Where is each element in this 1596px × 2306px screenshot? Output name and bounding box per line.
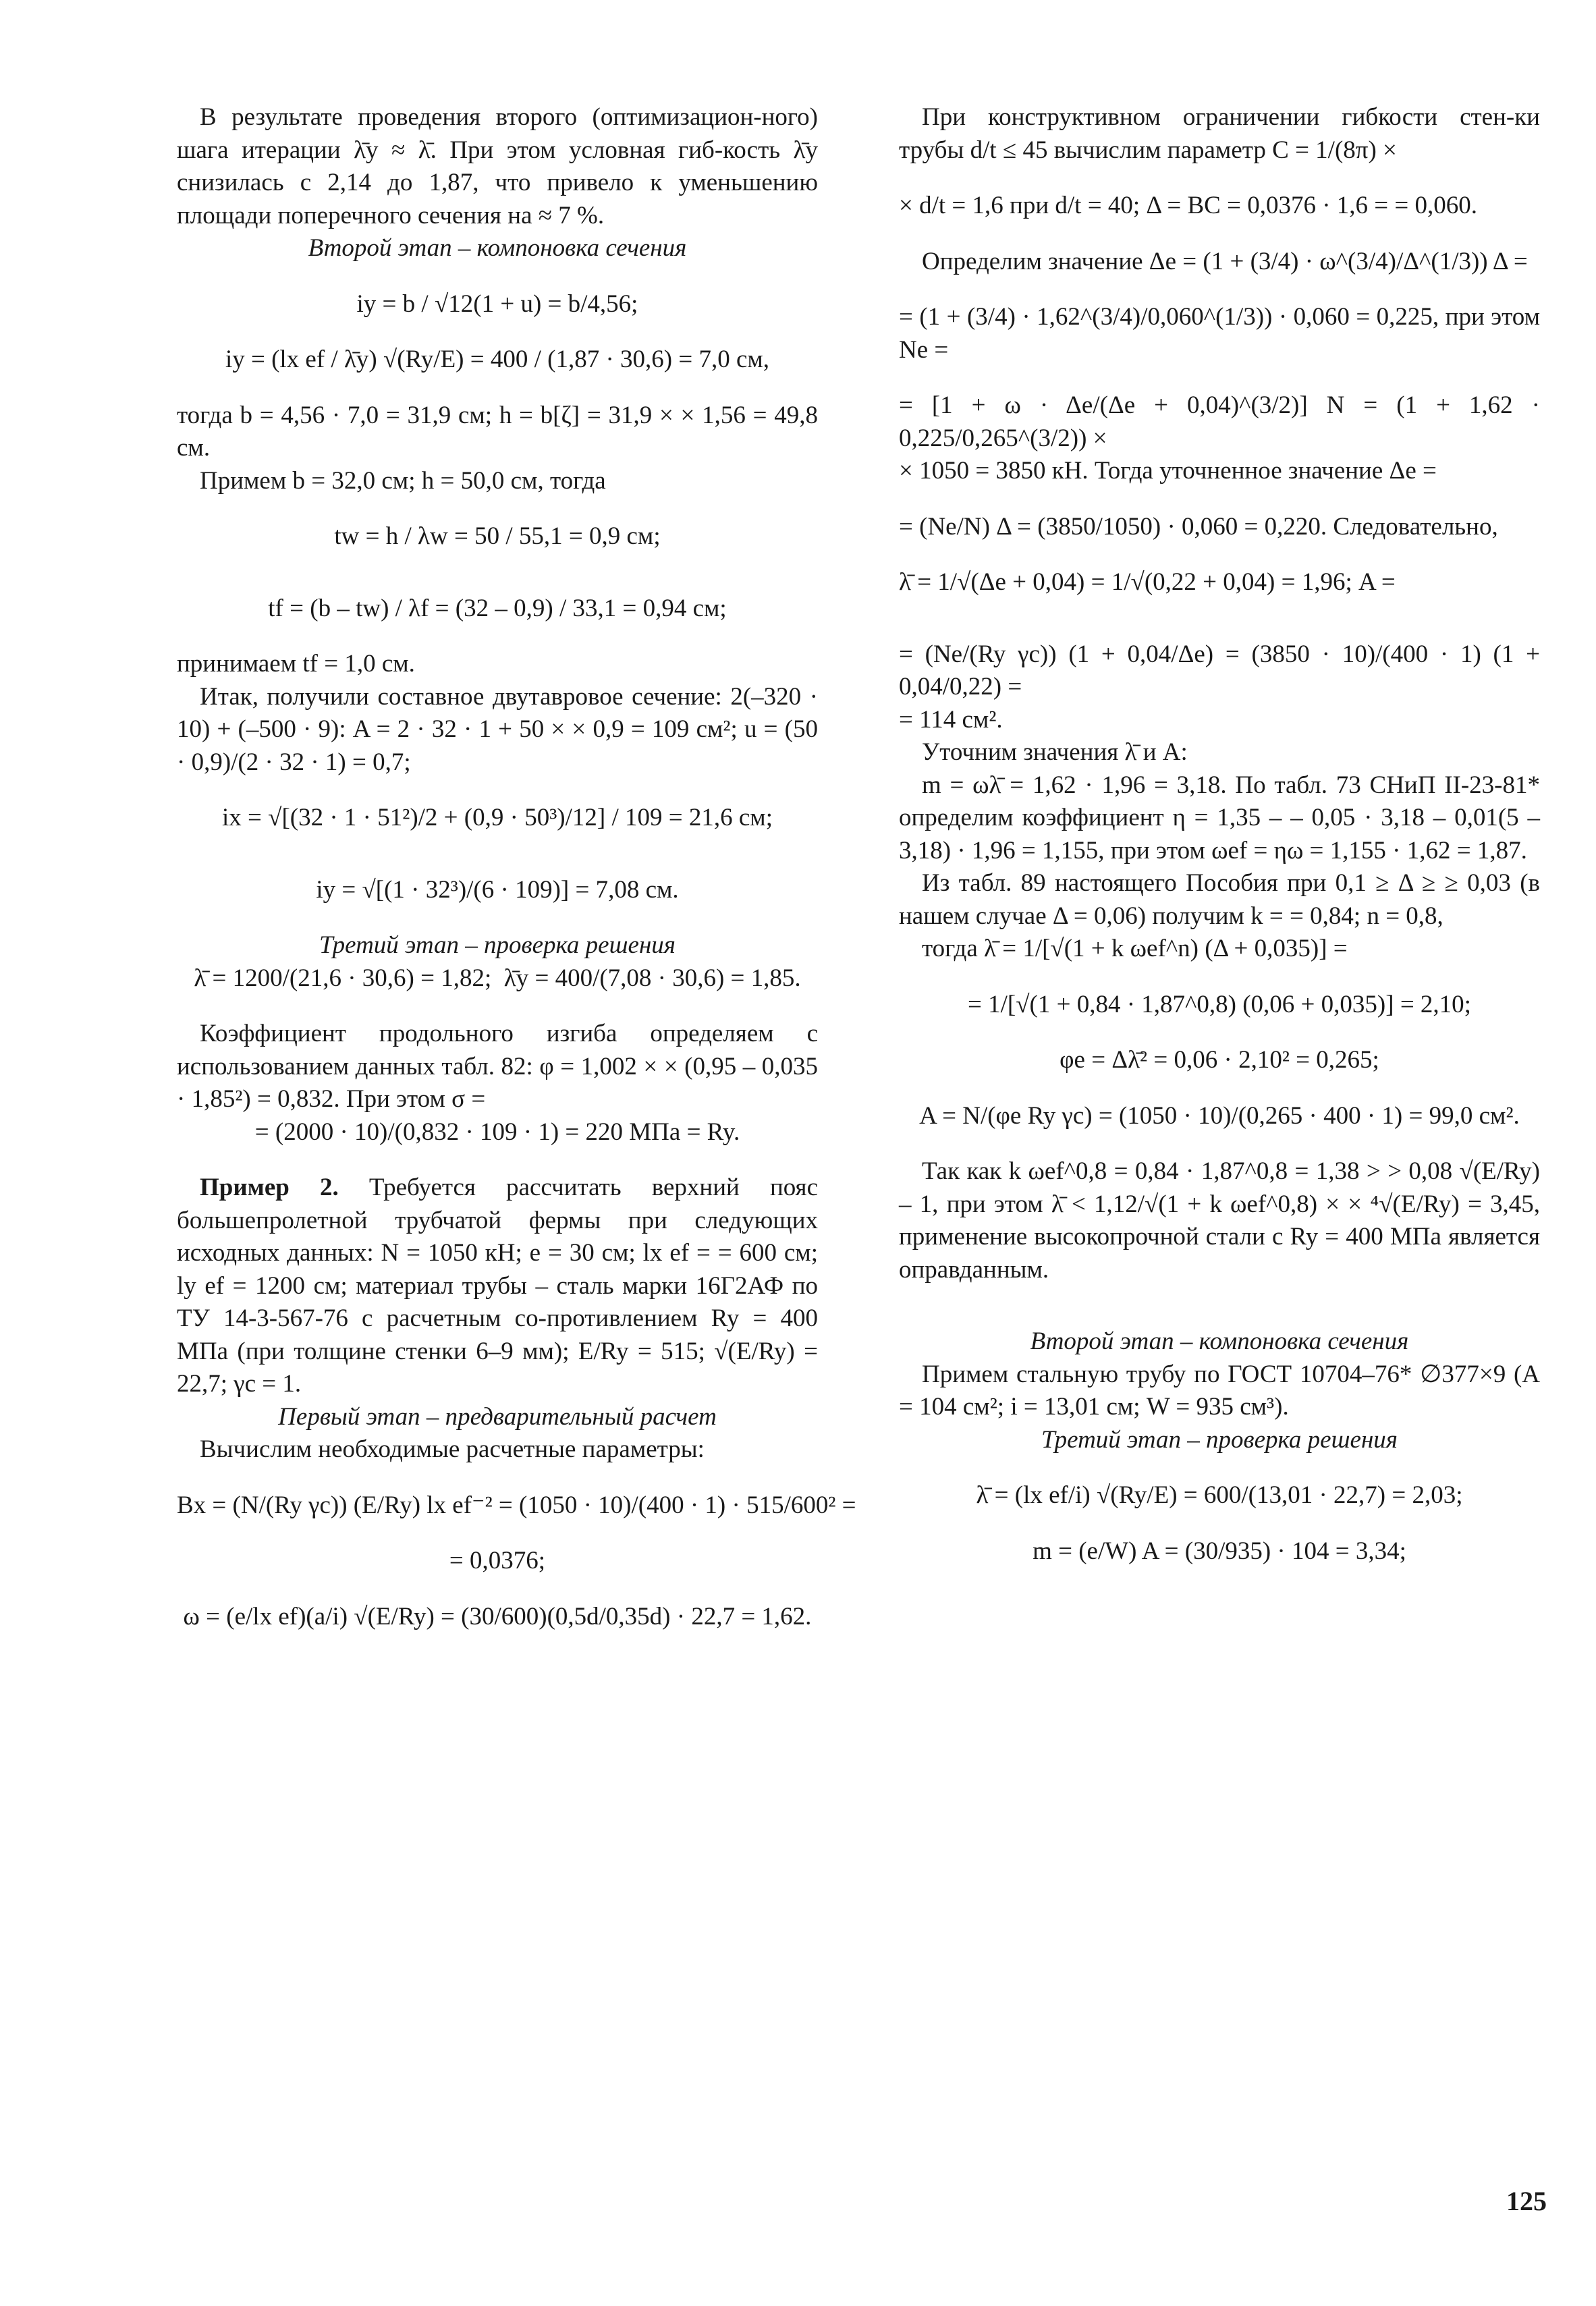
formula-tf: tf = (b – tw) / λf = (32 – 0,9) / 33,1 = 0,94 см; bbox=[268, 594, 727, 622]
right-column bbox=[899, 101, 1540, 1568]
paragraph-high-strength: Так как k ωef^0,8 = 0,84 · 1,87^0,8 = 1,38 > > 0,08 √(E/Ry) – 1, при этом λ̄ < 1,12/√(1 + k ωef^0,8) × × ⁴√(E/Ry) = 3,45, применение высокопрочной стали с Ry = 400 МПа является оправданным. bbox=[899, 1157, 1540, 1284]
formula-bx: Bx = (N/(Ry γc)) (E/Ry) lx ef⁻² = (1050 · 10)/(400 · 1) · 515/600² = bbox=[177, 1491, 856, 1519]
paragraph-section: Итак, получили составное двутавровое сечение: 2(–320 · 10) + (–500 · 9): A = 2 · 32 · 1 + 50 × × 0,9 = 109 см²; u = (50 · 0,9)/(2 · 32 · 1) = 0,7; bbox=[177, 682, 818, 776]
formula-ne: = [1 + ω · Δe/(Δe + 0,04)^(3/2)] N = (1 + 1,62 · 0,225/0,265^(3/2)) × bbox=[899, 391, 1540, 452]
formula-delta-e: Определим значение Δe = (1 + (3/4) · ω^(3/4)/Δ^(1/3)) Δ = bbox=[922, 247, 1528, 275]
left-column bbox=[177, 101, 856, 1633]
formula-lambda-then: тогда λ̄ = 1/[√(1 + k ωef^n) (Δ + 0,035)] = bbox=[922, 935, 1348, 962]
formula-lambda: λ̄ = 1200/(21,6 · 30,6) = 1,82; λ̄y = 400/(7,08 · 30,6) = 1,85. bbox=[194, 964, 801, 992]
formula-delta: × d/t = 1,6 при d/t = 40; Δ = BC = 0,0376 · 1,6 = = 0,060. bbox=[899, 192, 1477, 219]
stage2-heading: Второй этап – компоновка сечения bbox=[308, 234, 687, 262]
formula-m: m = (e/W) A = (30/935) · 104 = 3,34; bbox=[1033, 1537, 1406, 1565]
paragraph-eta: m = ωλ̄ = 1,62 · 1,96 = 3,18. По табл. 73 СНиП II-23-81* определим коэффициент η = 1,35 – – 0,05 · 3,18 – 0,01(5 – 3,18) · 1,96 = 1,155, при этом ωef = ηω = 1,155 · 1,62 = 1,87. bbox=[899, 771, 1540, 864]
formula-iy: iy = (lx ef / λ̄y) √(Ry/E) = 400 / (1,87 · 30,6) = 7,0 см, bbox=[225, 346, 770, 373]
stage3-heading: Третий этап – проверка решения bbox=[319, 931, 676, 959]
paragraph-wall-limit: При конструктивном ограничении гибкости стен-ки трубы d/t ≤ 45 вычислим параметр C = 1/(8π) × bbox=[899, 103, 1540, 164]
paragraph-table89: Из табл. 89 настоящего Пособия при 0,1 ≥ Δ ≥ ≥ 0,03 (в нашем случае Δ = 0,06) получим k = = 0,84; n = 0,8, bbox=[899, 869, 1540, 930]
formula-lambda-check: λ̄ = (lx ef/i) √(Ry/E) = 600/(13,01 · 22,7) = 2,03; bbox=[976, 1481, 1463, 1509]
formula-ix: ix = √[(32 · 1 · 51²)/2 + (0,9 · 50³)/12] / 109 = 21,6 см; bbox=[222, 804, 773, 831]
formula-phi-e: φe = Δλ̄² = 0,06 · 2,10² = 0,265; bbox=[1060, 1046, 1379, 1074]
paragraph-refine: Уточним значения λ̄ и A: bbox=[922, 738, 1188, 766]
example2-label: Пример 2. bbox=[200, 1174, 339, 1201]
paragraph-parameters: Вычислим необходимые расчетные параметры: bbox=[200, 1435, 705, 1463]
paragraph-tf: принимаем tf = 1,0 см. bbox=[177, 650, 415, 678]
paragraph-accept-b: Примем b = 32,0 см; h = 50,0 см, тогда bbox=[200, 466, 606, 495]
paragraph-b-h: тогда b = 4,56 · 7,0 = 31,9 см; h = b[ζ] = 31,9 × × 1,56 = 49,8 см. bbox=[177, 401, 818, 462]
formula-area-final: A = N/(φe Ry γc) = (1050 · 10)/(0,265 · 400 · 1) = 99,0 см². bbox=[919, 1101, 1520, 1130]
paragraph-pipe: Примем стальную трубу по ГОСТ 10704–76* ∅377×9 (A = 104 см²; i = 13,01 см; W = 935 см³). bbox=[899, 1360, 1540, 1421]
formula-delta-e-refined: = (Ne/N) Δ = (3850/1050) · 0,060 = 0,220. Следовательно, bbox=[899, 512, 1498, 541]
right-stage3-heading: Третий этап – проверка решения bbox=[1041, 1425, 1398, 1454]
formula-omega: ω = (e/lx ef)(a/i) √(E/Ry) = (30/600)(0,5d/0,35d) · 22,7 = 1,62. bbox=[183, 1602, 812, 1630]
example2-text: Требуется рассчитать верхний пояс большепролетной трубчатой фермы при следующих исходных данных: N = 1050 кН; e = 30 см; lx ef = = 600 см; ly ef = 1200 см; материал трубы – сталь марки 16Г2АФ по ТУ 14-3-567-76 с расчетным со-противлением Ry = 400 МПа (при толщине стенки 6–9 мм); E/Ry = 515; √(E/Ry) = 22,7; γc = 1. bbox=[177, 1174, 818, 1398]
intro-paragraph: В результате проведения второго (оптимизацион-ного) шага итерации λ̄y ≈ λ̄. При этом условная гиб-кость λ̄y снизилась с 2,14 до 1,87, что привело к уменьшению площади поперечного сечения на ≈ 7 %. bbox=[177, 103, 818, 229]
formula-delta-e-value: = (1 + (3/4) · 1,62^(3/4)/0,060^(1/3)) · 0,060 = 0,225, при этом Ne = bbox=[899, 303, 1540, 364]
paragraph-buckling: Коэффициент продольного изгиба определяем с использованием данных табл. 82: φ = 1,002 × × (0,95 – 0,035 · 1,85²) = 0,832. При этом σ = bbox=[177, 1020, 818, 1113]
right-stage2-heading: Второй этап – компоновка сечения bbox=[1030, 1327, 1409, 1355]
formula-lambda-value: = 1/[√(1 + 0,84 · 1,87^0,8) (0,06 + 0,035)] = 2,10; bbox=[968, 990, 1471, 1018]
formula-area-value: = 114 см². bbox=[899, 705, 1003, 734]
paragraph-ne-value: × 1050 = 3850 кН. Тогда уточненное значение Δe = bbox=[899, 457, 1437, 485]
example2-paragraph bbox=[177, 1172, 818, 1401]
formula-lambda-right: λ̄ = 1/√(Δe + 0,04) = 1/√(0,22 + 0,04) = 1,96; A = bbox=[899, 568, 1396, 596]
formula-iy-b: iy = b / √12(1 + u) = b/4,56; bbox=[356, 290, 638, 318]
page-number: 125 bbox=[1506, 2186, 1547, 2216]
formula-bx-result: = 0,0376; bbox=[449, 1547, 546, 1574]
stage1-heading: Первый этап – предварительный расчет bbox=[278, 1402, 717, 1431]
formula-tw: tw = h / λw = 50 / 55,1 = 0,9 см; bbox=[334, 522, 661, 550]
formula-iy-check: iy = √[(1 · 32³)/(6 · 109)] = 7,08 см. bbox=[316, 875, 679, 904]
formula-area: = (Ne/(Ry γc)) (1 + 0,04/Δe) = (3850 · 10)/(400 · 1) (1 + 0,04/0,22) = bbox=[899, 640, 1540, 701]
formula-sigma: = (2000 · 10)/(0,832 · 109 · 1) = 220 МПа = Ry. bbox=[254, 1118, 740, 1146]
